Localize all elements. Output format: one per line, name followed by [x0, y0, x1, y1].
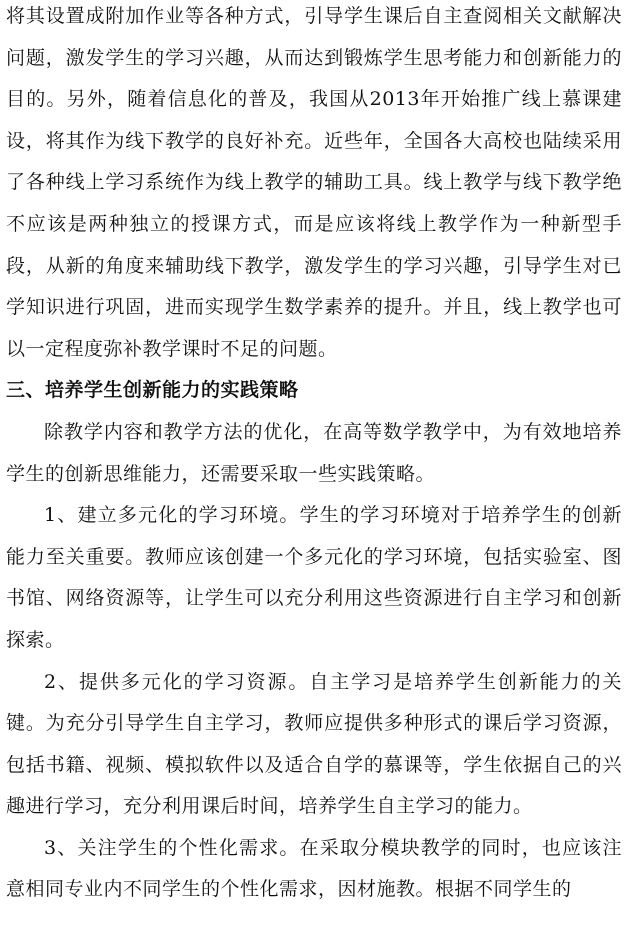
- paragraph-intro: 除教学内容和教学方法的优化，在高等数学教学中，为有效地培养学生的创新思维能力，还需要采取一些实践策略。: [6, 420, 622, 485]
- paragraph-strategy-2: 2、提供多元化的学习资源。自主学习是培养学生创新能力的关键。为充分引导学生自主学习，教师应提供多种形式的课后学习资源，包括书籍、视频、模拟软件以及适合自学的慕课等，学生依据自己的兴趣进行学习，充分利用课后时间，培养学生自主学习的能力。: [6, 670, 622, 818]
- section-heading: 三、培养学生创新能力的实践策略: [6, 379, 299, 402]
- paragraph-strategy-3: 3、关注学生的个性化需求。在采取分模块教学的同时，也应该注意相同专业内不同学生的个性化需求，因材施教。根据不同学生的: [6, 836, 622, 901]
- paragraph-online-teaching: 将其设置成附加作业等各种方式，引导学生课后自主查阅相关文献解决问题，激发学生的学习兴趣，从而达到锻炼学生思考能力和创新能力的目的。另外，随着信息化的普及，我国从2013年开始推广线上慕课建设，将其作为线下教学的良好补充。近些年，全国各大高校也陆续采用了各种线上学习系统作为线上教学的辅助工具。线上教学与线下教学绝不应该是两种独立的授课方式，而是应该将线上教学作为一种新型手段，从新的角度来辅助线下教学，激发学生的学习兴趣，引导学生对已学知识进行巩固，进而实现学生数学素养的提升。并且，线上教学也可以一定程度弥补教学课时不足的问题。: [6, 5, 622, 360]
- paragraph-strategy-1: 1、建立多元化的学习环境。学生的学习环境对于培养学生的创新能力至关重要。教师应该创建一个多元化的学习环境，包括实验室、图书馆、网络资源等，让学生可以充分利用这些资源进行自主学习和创新探索。: [6, 504, 622, 651]
